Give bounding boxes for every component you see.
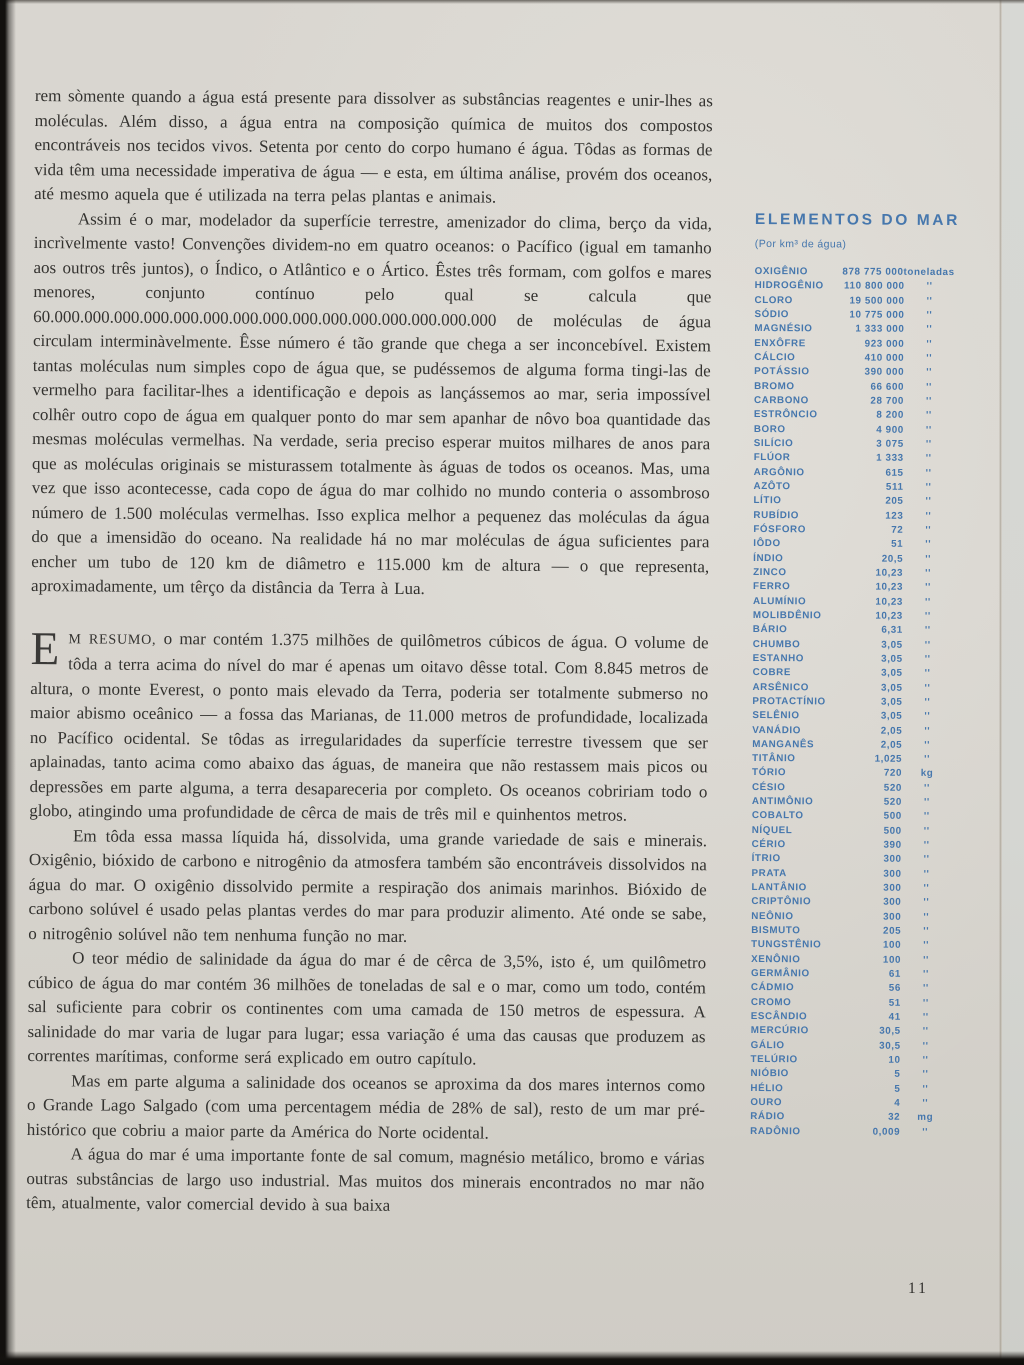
paragraph-resumo: E M RESUMO, o mar contém 1.375 milhões de quilômetros cúbicos de água. O volume de tôda a terra acima do nível do mar é apenas um oitavo dêsse total. Com 8.845 metros de altura, o monte Everest, o ponto mais elevado da Terra, poderia ser totalmente submerso no maior abismo oceânico — a fossa das Marianas, de 11.000 metros de profundidade, localizada no Pacífico ocidental. Se tôdas as irregularidades da superfície terrestre tivessem que ser aplainadas, tanto acima como abaixo das águas, de maneira que não restassem mais picos ou depressões em parte alguma, a terra desapareceria por completo. Os oceanos cobririam todo o globo, atingindo uma profundidade de cêrca de mais de três mil e quinhentos metros. xyxy=(29,622,709,825)
element-value: 520 xyxy=(883,796,902,808)
element-unit: '' xyxy=(925,539,932,551)
element-unit: '' xyxy=(926,281,933,293)
table-row xyxy=(752,809,952,824)
element-value: 205 xyxy=(883,925,902,937)
body-column xyxy=(26,84,713,1221)
table-row xyxy=(751,953,951,968)
element-unit: '' xyxy=(925,524,932,536)
element-unit: '' xyxy=(923,868,930,880)
element-value: 10,23 xyxy=(875,610,903,622)
element-name: CROMO xyxy=(750,996,792,1008)
element-unit: '' xyxy=(924,711,931,723)
element-name: TITÂNIO xyxy=(752,753,796,765)
element-unit: '' xyxy=(924,739,931,751)
element-unit: '' xyxy=(924,596,931,608)
element-value: 205 xyxy=(885,495,904,508)
element-value: 28 700 xyxy=(870,395,905,407)
element-unit: '' xyxy=(922,1054,929,1066)
element-unit: '' xyxy=(925,582,931,594)
element-name: OXIGÊNIO xyxy=(754,265,808,278)
element-unit: mg xyxy=(917,1112,934,1124)
element-unit: '' xyxy=(925,467,932,479)
element-name: SILÍCIO xyxy=(753,437,794,450)
element-unit: '' xyxy=(924,696,931,708)
table-row xyxy=(753,537,953,552)
element-value: 2,05 xyxy=(880,725,903,737)
element-name: GERMÂNIO xyxy=(750,968,810,980)
table-row xyxy=(754,394,954,409)
element-value: 1,025 xyxy=(874,753,903,765)
element-unit: '' xyxy=(923,925,930,938)
element-value: 10,23 xyxy=(875,596,903,608)
element-value: 2,05 xyxy=(880,739,903,751)
element-unit: '' xyxy=(923,911,930,923)
element-name: CÉRIO xyxy=(751,839,786,851)
element-unit: '' xyxy=(924,653,931,665)
element-value: 390 xyxy=(883,839,902,851)
paragraph: Assim é o mar, modelador da superfície terrestre, amenizador do clima, berço da vida, incrìvelmente vasto! Convenções dividem-no em quatro oceanos: o Pacífico (igual em tamanho aos outros três juntos), o Índico, o Atlântico e o Ártico. Êstes três formam, com golfos e mares menores, conjunto contínuo pelo qual se calcula que 60.000.000.000.000.000.000.000.000.000.000.000.000.000.000.000 de moléculas de água circulam interminàvelmente. Êsse número é tão grande que chega a ser inconcebível. Existem tantas moléculas num simples copo de água que, se pudéssemos de alguma forma tingi-las de vermelho para facilitar-lhes a identificação e depois as lançássemos ao mar, seria impossível colhêr outro copo de água em qualquer ponto do mar sem apanhar de nôvo boa quantidade das mesmas moléculas vermelhas. Na verdade, seria preciso esperar muitos milhares de anos para que as moléculas originais se misturassem totalmente às águas de todos os oceanos. Mas, uma vez que isso acontecesse, cada copo de água do mar colhido no mundo conteria o assombroso número de 1.500 moléculas vermelhas. Isso explica melhor a pequenez das moléculas da água do que a imensidão do oceano. Na realidade há no mar moléculas de água suficientes para encher um tubo de 120 km de diâmetro e 115.000 km de altura — o que representa, aproximadamente, um têrço da distância da Terra à Lua. xyxy=(30,208,713,599)
table-row xyxy=(753,494,953,509)
element-name: TELÚRIO xyxy=(750,1054,798,1066)
element-name: MERCÚRIO xyxy=(750,1025,809,1037)
book-spine-shadow xyxy=(0,0,16,1365)
element-value: 3,05 xyxy=(880,696,903,708)
table-row xyxy=(752,723,952,738)
page-number: 11 xyxy=(908,1280,929,1297)
element-unit: '' xyxy=(925,510,932,522)
element-value: 51 xyxy=(888,997,901,1009)
element-value: 100 xyxy=(882,954,902,966)
table-row xyxy=(751,881,951,896)
element-name: NIÓBIO xyxy=(750,1068,789,1080)
element-name: OURO xyxy=(750,1097,783,1109)
element-unit: '' xyxy=(926,295,933,307)
element-value: 41 xyxy=(888,1011,901,1023)
element-name: PRATA xyxy=(751,867,787,879)
table-row xyxy=(752,795,952,810)
element-name: RADÔNIO xyxy=(750,1125,801,1137)
element-name: LÍTIO xyxy=(753,495,782,507)
table-row xyxy=(754,365,954,380)
paragraph: Mas em parte alguma a salinidade dos oceanos se aproxima da dos mares internos como o Grande Lago Salgado (com uma percentagem média de 28% de sal), resto de um mar pré-histórico que cobriu a maior parte da América do Norte ocidental. xyxy=(26,1070,706,1143)
table-row xyxy=(750,1082,950,1097)
element-value: 390 000 xyxy=(864,366,905,379)
table-row xyxy=(754,380,954,395)
page-edge-line xyxy=(999,0,1002,1365)
element-value: 511 xyxy=(885,481,904,493)
element-unit: kg xyxy=(920,768,934,780)
table-row xyxy=(752,838,952,853)
table-row xyxy=(752,781,952,796)
element-unit: '' xyxy=(922,997,929,1009)
element-value: 8 200 xyxy=(876,409,904,422)
paragraph: rem sòmente quando a água está presente para dissolver as substâncias reagentes e unir-lhes as moléculas. Além disso, a água entra na composição química de muitos dos compostos encontráveis nos tecidos vivos. Setenta por cento do corpo humano é água. Tôdas as formas de vida têm uma necessidade imperativa de água — e esta, em última análise, provém dos oceanos, até mesmo aquela que é utilizada na terra pelas plantas e animais. xyxy=(34,85,713,207)
element-unit: '' xyxy=(922,1069,929,1081)
element-unit: '' xyxy=(924,668,931,680)
table-row xyxy=(753,623,953,638)
table-row xyxy=(755,279,955,294)
element-name: MOLIBDÊNIO xyxy=(752,609,822,622)
element-value: 0,009 xyxy=(872,1126,901,1138)
table-subtitle: (Por km³ de água) xyxy=(754,237,847,251)
smallcaps-lead: M RESUMO, xyxy=(68,631,157,648)
element-name: MAGNÉSIO xyxy=(754,323,813,335)
element-unit: '' xyxy=(923,954,930,966)
element-name: AZÔTO xyxy=(753,480,791,493)
table-row xyxy=(751,1039,951,1054)
element-value: 20,5 xyxy=(881,553,904,565)
element-value: 110 800 000 xyxy=(844,280,905,293)
table-row xyxy=(751,1010,951,1025)
element-value: 3,05 xyxy=(881,639,903,651)
element-value: 10,23 xyxy=(875,567,904,579)
table-row xyxy=(753,509,953,524)
element-unit: '' xyxy=(926,338,933,350)
table-row xyxy=(753,638,953,653)
table-row xyxy=(754,423,954,438)
element-unit: '' xyxy=(926,309,933,321)
element-value: 410 000 xyxy=(864,352,905,364)
table-row xyxy=(754,437,954,452)
element-value: 923 000 xyxy=(864,338,905,350)
element-value: 3 075 xyxy=(876,438,904,450)
element-value: 10 775 000 xyxy=(849,309,905,321)
element-name: CÉSIO xyxy=(751,781,786,793)
element-value: 66 600 xyxy=(870,381,905,393)
table-row xyxy=(754,308,954,323)
table-row xyxy=(755,265,955,280)
element-value: 500 xyxy=(883,811,902,823)
element-value: 3,05 xyxy=(881,682,903,694)
table-row xyxy=(754,466,954,481)
element-unit: '' xyxy=(925,553,932,565)
element-unit: '' xyxy=(926,352,933,364)
element-name: BROMO xyxy=(754,380,795,392)
table-row xyxy=(752,695,952,710)
element-value: 72 xyxy=(891,524,904,536)
table-row xyxy=(753,609,953,624)
element-name: ENXÔFRE xyxy=(754,337,806,349)
element-unit: '' xyxy=(922,1026,929,1038)
table-row xyxy=(750,1110,950,1125)
element-name: ANTIMÔNIO xyxy=(751,796,814,808)
element-name: SÓDIO xyxy=(754,308,790,321)
element-unit: '' xyxy=(923,854,930,866)
element-name: TUNGSTÊNIO xyxy=(751,939,822,951)
paragraph: Em tôda essa massa líquida há, dissolvida, uma grande variedade de sais e minerais. Oxigênio, bióxido de carbono e nitrogênio da atmosfera também são encontráveis dissolvidos na água do mar. O oxigênio dissolvido permite a respiração dos animais marinhos. Bióxido de carbono solúvel é usado pelas plantas verdes do mar para produzir alimento. Até onde se sabe, o nitrogênio solúvel não tem nenhuma função no mar. xyxy=(28,825,708,946)
element-unit: '' xyxy=(922,1011,929,1023)
element-value: 4 900 xyxy=(876,424,904,436)
element-name: ESTANHO xyxy=(752,652,805,665)
table-row xyxy=(753,580,953,595)
element-unit: '' xyxy=(925,438,932,450)
element-unit: '' xyxy=(925,410,932,422)
element-value: 615 xyxy=(885,467,904,479)
table-row xyxy=(754,337,954,352)
element-unit: '' xyxy=(925,424,932,436)
element-unit: '' xyxy=(925,496,932,508)
element-name: FÓSFORO xyxy=(753,523,807,536)
elements-table xyxy=(750,211,960,1140)
table-row xyxy=(751,867,951,882)
element-name: GÁLIO xyxy=(750,1039,785,1051)
element-value: 30,5 xyxy=(879,1040,901,1052)
page-bottom-edge-shadow xyxy=(0,1351,1024,1365)
element-name: IÔDO xyxy=(753,538,781,550)
element-unit: '' xyxy=(925,567,932,579)
element-name: CARBONO xyxy=(753,394,809,407)
element-name: COBRE xyxy=(752,667,792,679)
element-unit: '' xyxy=(922,1126,929,1138)
table-row xyxy=(752,824,952,839)
element-value: 300 xyxy=(883,911,902,923)
element-value: 10,23 xyxy=(875,581,904,593)
table-row xyxy=(752,709,952,724)
element-name: CÁDMIO xyxy=(750,982,795,994)
element-unit: '' xyxy=(924,639,931,651)
element-unit: '' xyxy=(926,381,933,393)
element-unit: '' xyxy=(923,940,930,952)
table-row xyxy=(754,480,954,495)
table-row xyxy=(751,924,951,939)
table-row xyxy=(752,681,952,696)
table-row xyxy=(750,1125,950,1140)
paragraph: A água do mar é uma importante fonte de sal comum, magnésio metálico, bromo e várias outras substâncias de largo uso industrial. Mas muitos dos minerais encontrados no mar não têm, atualmente, valor comercial devido à sua baixa xyxy=(26,1144,705,1215)
table-row xyxy=(751,981,951,996)
table-row xyxy=(751,910,951,925)
elements-list xyxy=(750,265,955,1140)
element-name: POTÁSSIO xyxy=(754,366,810,378)
element-unit: toneladas xyxy=(903,266,955,279)
element-unit: '' xyxy=(922,983,929,995)
table-row xyxy=(751,996,951,1011)
table-row xyxy=(754,451,954,466)
element-name: CÁLCIO xyxy=(754,351,796,364)
element-unit: '' xyxy=(923,825,930,837)
element-value: 30,5 xyxy=(879,1026,901,1038)
element-name: BISMUTO xyxy=(751,925,801,937)
element-unit: '' xyxy=(923,840,930,852)
element-name: XENÔNIO xyxy=(751,953,801,965)
table-row xyxy=(752,738,952,753)
element-name: ZINCO xyxy=(753,566,787,579)
element-value: 300 xyxy=(883,854,902,866)
element-unit: '' xyxy=(926,367,933,379)
table-row xyxy=(751,967,951,982)
element-value: 720 xyxy=(883,768,903,780)
element-name: RÁDIO xyxy=(750,1111,785,1123)
element-unit: '' xyxy=(923,897,930,909)
element-unit: '' xyxy=(925,481,932,493)
element-unit: '' xyxy=(924,782,930,794)
element-value: 300 xyxy=(883,882,902,894)
element-unit: '' xyxy=(923,811,930,823)
table-title: ELEMENTOS DO MAR xyxy=(754,211,960,230)
element-value: 100 xyxy=(882,940,902,952)
element-name: COBALTO xyxy=(751,810,804,822)
table-row xyxy=(750,1096,950,1111)
dropcap-letter: E xyxy=(30,622,60,675)
element-name: ARGÔNIO xyxy=(753,466,805,478)
element-name: FLÚOR xyxy=(753,452,791,464)
page-top-edge-shadow xyxy=(0,0,1024,4)
element-value: 878 775 000 xyxy=(842,266,904,278)
element-name: MANGANÊS xyxy=(752,738,815,751)
table-row xyxy=(753,523,953,538)
element-value: 51 xyxy=(891,538,904,551)
table-row xyxy=(751,938,951,953)
element-unit: '' xyxy=(924,754,931,766)
element-name: ÍNDIO xyxy=(753,552,784,564)
element-name: ESTRÔNCIO xyxy=(753,409,818,421)
element-name: PROTACTÍNIO xyxy=(752,695,826,708)
element-name: CRIPTÔNIO xyxy=(751,896,812,908)
element-value: 1 333 000 xyxy=(855,323,905,336)
element-name: TÓRIO xyxy=(752,767,787,779)
table-row xyxy=(751,895,951,910)
element-name: FERRO xyxy=(753,581,791,593)
element-name: LANTÂNIO xyxy=(751,882,807,894)
element-value: 6,31 xyxy=(881,624,903,636)
element-value: 520 xyxy=(883,782,903,794)
table-row xyxy=(753,595,953,610)
element-value: 61 xyxy=(888,968,902,980)
element-unit: '' xyxy=(922,1040,929,1052)
element-unit: '' xyxy=(925,453,932,465)
element-unit: '' xyxy=(923,797,930,809)
element-value: 19 500 000 xyxy=(849,295,905,307)
element-name: BÁRIO xyxy=(752,624,788,636)
element-value: 123 xyxy=(885,510,904,522)
table-row xyxy=(754,322,954,337)
table-row xyxy=(752,752,952,767)
element-name: BORO xyxy=(753,423,786,435)
element-unit: '' xyxy=(924,682,931,694)
element-value: 10 xyxy=(888,1054,901,1066)
table-row xyxy=(752,766,952,781)
element-value: 5 xyxy=(894,1069,901,1081)
element-value: 5 xyxy=(894,1083,901,1095)
element-unit: '' xyxy=(924,610,931,622)
element-name: SELÊNIO xyxy=(752,710,800,722)
element-name: HIDROGÊNIO xyxy=(754,280,824,292)
element-unit: '' xyxy=(922,1083,929,1095)
element-name: HÉLIO xyxy=(750,1082,784,1094)
element-unit: '' xyxy=(923,883,930,895)
table-row xyxy=(751,1024,951,1039)
element-name: RUBÍDIO xyxy=(753,509,800,521)
element-name: CHUMBO xyxy=(752,638,801,650)
table-row xyxy=(752,852,952,867)
table-row xyxy=(750,1067,950,1082)
table-row xyxy=(751,1053,951,1068)
paragraph: O teor médio de salinidade da água do mar é de cêrca de 3,5%, isto é, um quilômetro cúbico de água do mar contém 36 milhões de toneladas de sal e o mar, como um todo, contém sal suficiente para cobrir os continentes com uma camada de 150 metros de espessura. A salinidade do mar varia de lugar para lugar; essa variação é uma das causas que produzem as correntes marítimas, conforme será explicado em outro capítulo. xyxy=(27,948,707,1069)
element-value: 4 xyxy=(894,1097,901,1109)
element-value: 1 333 xyxy=(876,452,904,465)
next-page-edge xyxy=(1002,0,1024,1365)
table-row xyxy=(754,408,954,423)
element-value: 3,05 xyxy=(881,653,903,665)
table-row xyxy=(753,566,953,581)
element-unit: '' xyxy=(924,725,931,737)
table-row xyxy=(754,294,954,309)
element-name: VANÁDIO xyxy=(752,724,801,736)
table-row xyxy=(753,652,953,667)
element-name: ALUMÍNIO xyxy=(752,595,807,607)
element-value: 3,05 xyxy=(881,667,903,679)
element-unit: '' xyxy=(924,625,931,637)
element-name: NEÔNIO xyxy=(751,910,794,922)
element-unit: '' xyxy=(922,1097,929,1109)
element-value: 32 xyxy=(888,1112,901,1124)
element-name: CLORO xyxy=(754,294,793,306)
element-value: 300 xyxy=(883,897,902,909)
element-name: NÍQUEL xyxy=(751,824,793,837)
table-row xyxy=(753,666,953,681)
element-name: ÍTRIO xyxy=(751,853,781,865)
element-value: 3,05 xyxy=(880,710,903,722)
element-unit: '' xyxy=(926,324,933,336)
element-name: ESCÂNDIO xyxy=(750,1011,808,1023)
element-value: 500 xyxy=(883,825,902,837)
element-unit: '' xyxy=(926,395,932,407)
table-row xyxy=(754,351,954,366)
table-row xyxy=(753,552,953,567)
element-value: 56 xyxy=(888,983,901,995)
element-name: ARSÊNICO xyxy=(752,681,810,693)
element-unit: '' xyxy=(923,968,929,980)
element-value: 300 xyxy=(883,868,902,880)
